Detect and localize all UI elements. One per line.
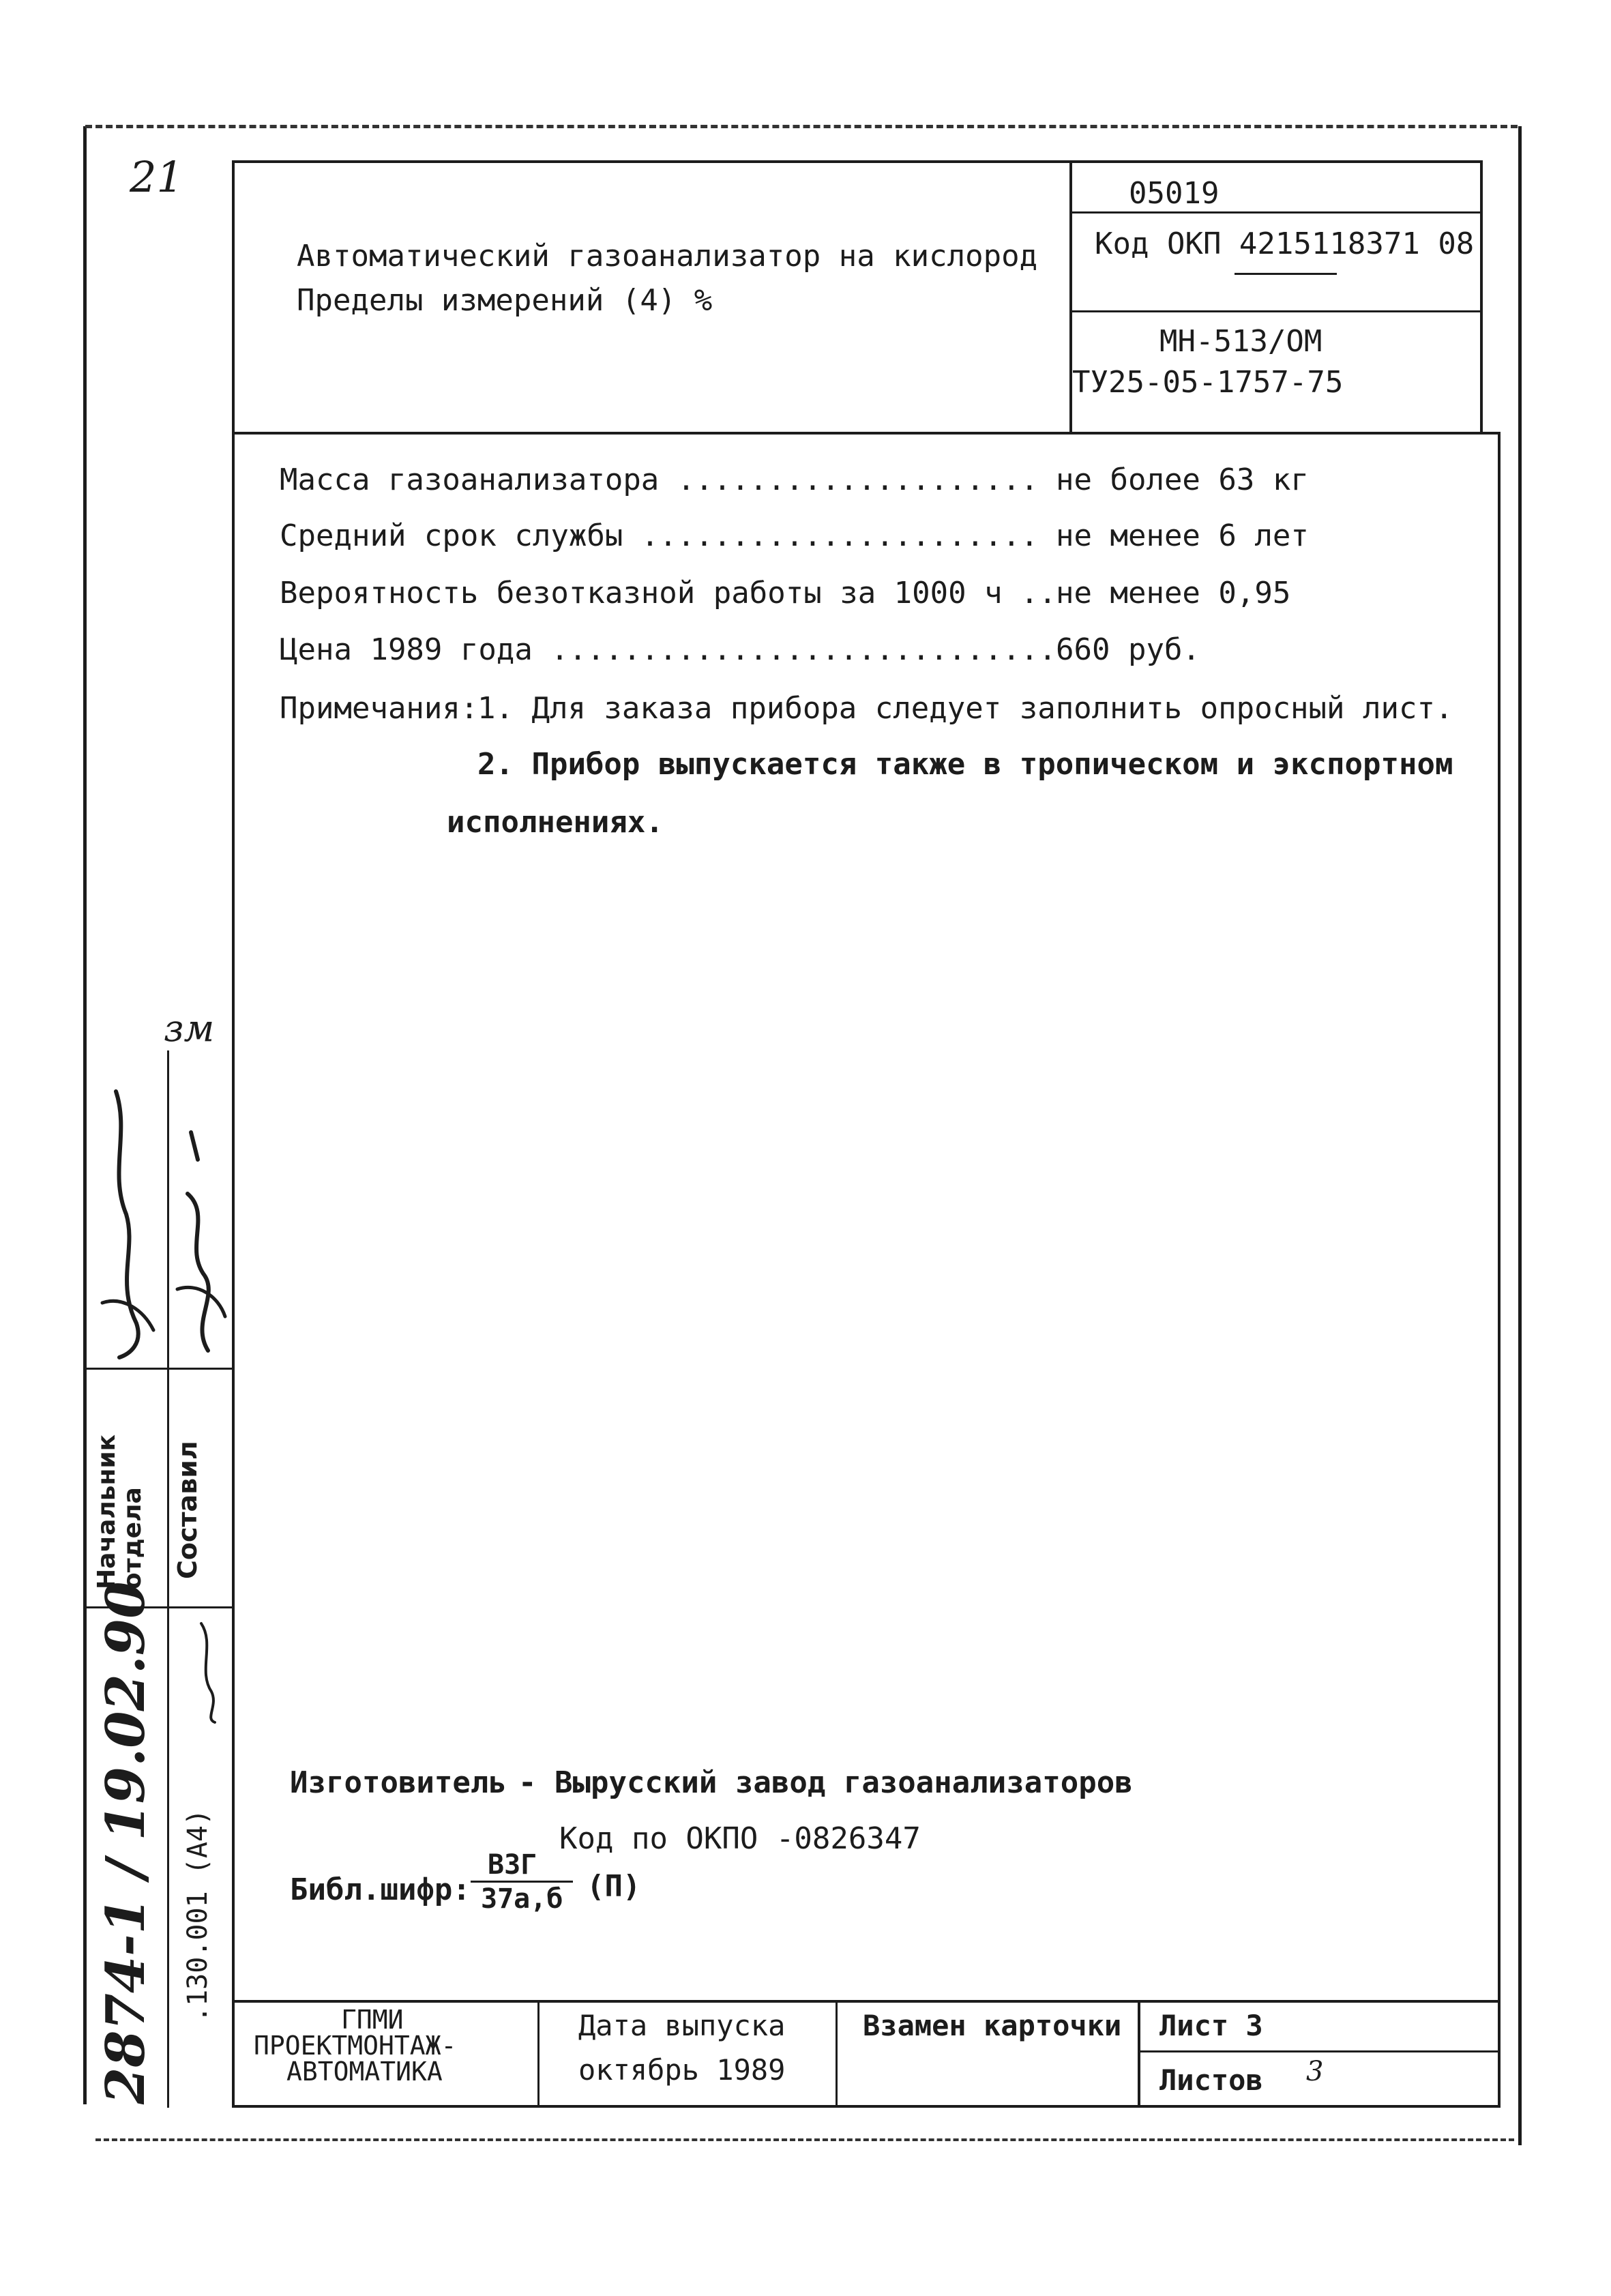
signature-head-of-department <box>89 1078 164 1364</box>
initials-mark <box>188 1617 235 1726</box>
product-title: Автоматический газоанализатор на кислород <box>297 239 1038 274</box>
notes-label: Примечания: <box>280 691 479 726</box>
compiled-by-label: Составил <box>173 1441 203 1579</box>
side-column-divider <box>167 1050 169 2108</box>
footer-divider-1 <box>537 2000 540 2108</box>
header-cell-divider-1 <box>1069 211 1482 214</box>
library-cipher-label: Библ.шифр: <box>290 1872 471 1907</box>
sheet-number: Лист 3 <box>1159 2009 1263 2042</box>
form-stamp: .130.001 (А4) <box>182 1808 213 2022</box>
header-cell-divider-2 <box>1069 310 1482 312</box>
okpo-code: Код по ОКПО -0826347 <box>559 1821 921 1856</box>
footer-top-border <box>232 2000 1501 2003</box>
measurement-range: Пределы измерений (4) % <box>297 283 713 318</box>
manufacturer-name: - Вырусский завод газоанализаторов <box>518 1765 1133 1800</box>
issue-label: Дата выпуска <box>578 2009 786 2042</box>
cipher-denominator: 37а,б <box>481 1883 563 1915</box>
org-line-2: ПРОЕКТМОНТАЖ- <box>254 2031 457 2061</box>
document-number: 05019 <box>1129 176 1220 211</box>
footer-divider-2 <box>836 2000 838 2108</box>
sheets-count: 3 <box>1306 2056 1324 2087</box>
side-signature-box-top <box>85 1368 234 1370</box>
frame-left-border <box>83 126 87 2104</box>
manufacturer-label: Изготовитель <box>290 1765 507 1800</box>
spec-value: не менее 0,95 <box>1056 576 1291 610</box>
okp-code: Код ОКП 4215118371 08 <box>1095 226 1475 261</box>
frame-bottom-dashed <box>95 2138 1514 2141</box>
frame-top-dashed <box>85 125 1518 128</box>
handwritten-registration-note: 2874-1 / 19.02.90 <box>95 1581 157 2104</box>
footer-divider-3 <box>1138 2000 1140 2108</box>
spec-value: не более 63 кг <box>1056 462 1309 497</box>
note-2-continued: исполнениях. <box>447 805 664 840</box>
org-line-3: АВТОМАТИКА <box>286 2057 443 2087</box>
card-right-border <box>1480 160 1483 433</box>
footer-bottom-border <box>232 2105 1501 2108</box>
issue-date: октябрь 1989 <box>578 2053 786 2087</box>
frame-right-border <box>1518 126 1522 2145</box>
spec-value: 660 руб. <box>1056 632 1200 667</box>
tu-number: ТУ25-05-1757-75 <box>1072 365 1344 400</box>
head-of-department-label: Начальник отдела <box>93 1434 147 1589</box>
card-left-border <box>232 160 235 2108</box>
footer-sheet-divider <box>1138 2050 1499 2052</box>
spec-name: Вероятность безотказной работы за 1000 ч .. <box>280 576 1057 610</box>
signature-compiled-by <box>171 1119 232 1364</box>
note-1: 1. Для заказа прибора следует заполнить опросный лист. <box>477 691 1453 726</box>
model-number: МН-513/ОМ <box>1159 324 1322 359</box>
cipher-suffix: (П) <box>587 1869 641 1904</box>
side-annotation: зм <box>164 1007 215 1050</box>
spec-name: Средний срок службы ...................... <box>280 518 1039 553</box>
note-2: 2. Прибор выпускается также в тропическом и экспортном <box>477 747 1453 782</box>
replace-card-label: Взамен карточки <box>863 2009 1122 2042</box>
header-divider-horizontal <box>232 432 1501 435</box>
spec-value: не менее 6 лет <box>1056 518 1309 553</box>
sheets-label: Листов <box>1159 2063 1263 2097</box>
cipher-fraction-line <box>471 1881 573 1883</box>
page-number: 21 <box>130 152 183 202</box>
spec-name: Масса газоанализатора .................... <box>280 462 1039 497</box>
card-right-border-lower <box>1498 433 1501 2108</box>
org-line-1: ГПМИ <box>341 2005 404 2035</box>
spec-name: Цена 1989 года ............................ <box>280 632 1057 667</box>
okp-underline <box>1235 273 1337 275</box>
cipher-numerator: ВЗГ <box>488 1849 537 1881</box>
card-top-border <box>232 160 1483 163</box>
